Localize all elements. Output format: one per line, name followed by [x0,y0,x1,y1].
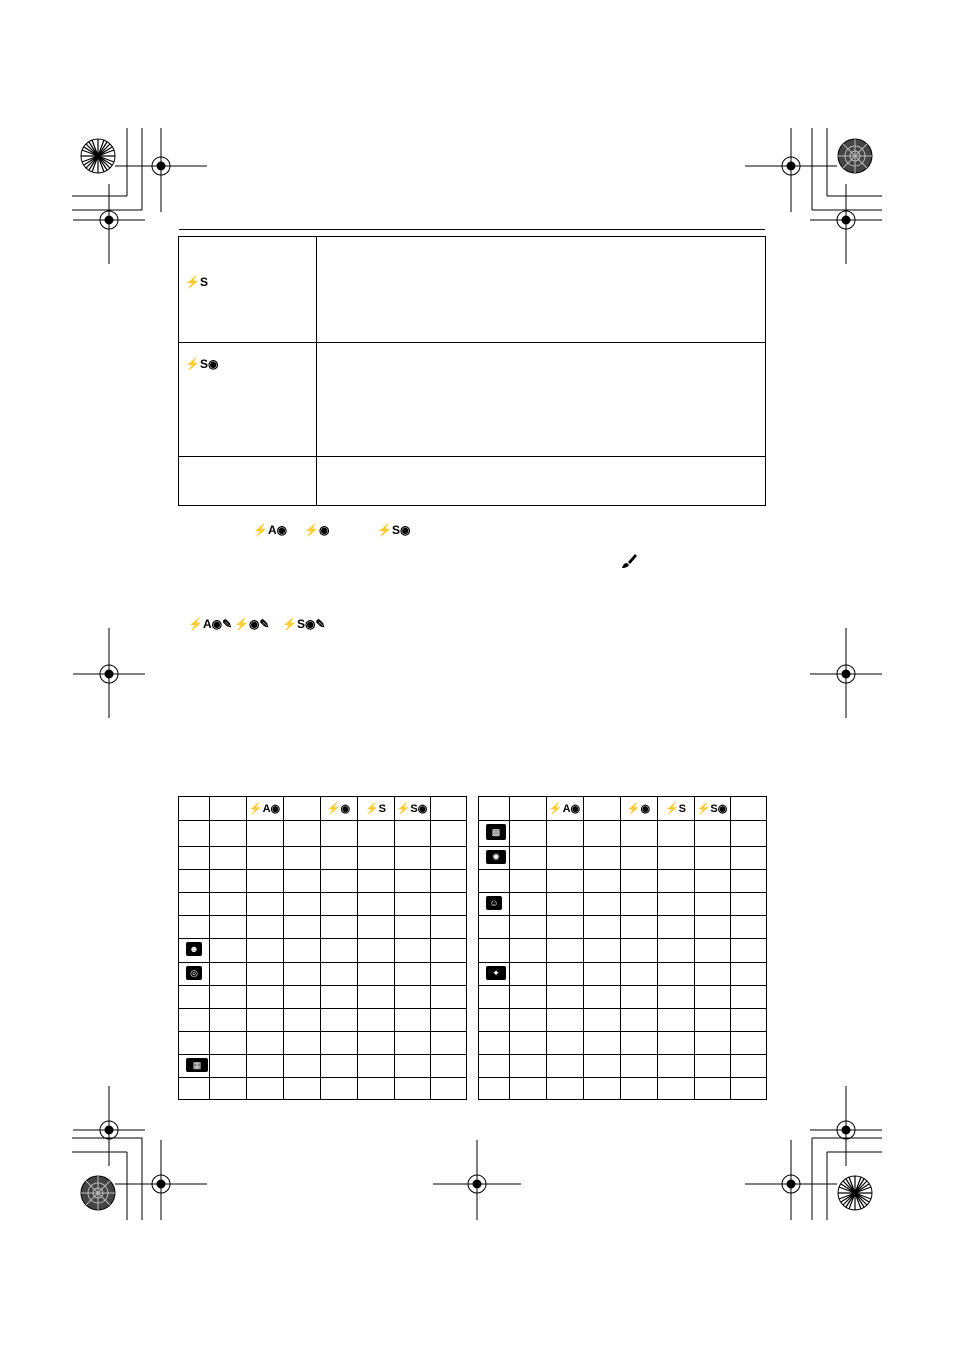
forced-red-eye-correction-icon: ⚡◉✎ [234,617,270,631]
header-forced-red-eye-icon: ⚡◉ [326,803,351,815]
group-icon: ☻ [186,942,202,956]
flash-availability-grid-left [178,796,467,1100]
spiral-icon: ◎ [186,966,202,980]
slow-sync-red-eye-correction-icon: ⚡S◉✎ [282,617,326,631]
mode-row-slow-sync-red-eye [179,343,765,457]
header-slow-sync-icon: ⚡S [364,803,387,815]
slow-sync-red-eye-flash-icon: ⚡S◉ [377,523,411,537]
header-slow-sync-red-eye-icon: ⚡S◉ [396,803,428,815]
slow-sync-red-eye-flash-icon: ⚡S◉ [185,357,219,371]
header-auto-red-eye-icon: ⚡A◉ [548,803,581,815]
splash-icon: ✺ [486,850,506,864]
auto-red-eye-correction-icon: ⚡A◉✎ [188,617,233,631]
checker-icon: ▩ [486,824,506,840]
mode-row-slow-sync [179,237,765,343]
header-auto-red-eye-icon: ⚡A◉ [248,803,281,815]
header-forced-red-eye-icon: ⚡◉ [626,803,651,815]
building-icon: ▦ [186,1058,208,1072]
fireworks-icon: ✦ [486,966,506,980]
face-icon: ☺ [486,896,502,910]
brush-icon [620,553,638,569]
header-slow-sync-red-eye-icon: ⚡S◉ [696,803,728,815]
mode-row-forced-off [179,457,765,505]
slow-sync-flash-icon: ⚡S [185,275,208,289]
header-rule [179,229,765,230]
flash-mode-table [178,236,766,506]
auto-red-eye-flash-icon: ⚡A◉ [253,523,288,537]
forced-red-eye-flash-icon: ⚡◉ [304,523,330,537]
flash-availability-grid-right [478,796,767,1100]
header-slow-sync-icon: ⚡S [664,803,687,815]
